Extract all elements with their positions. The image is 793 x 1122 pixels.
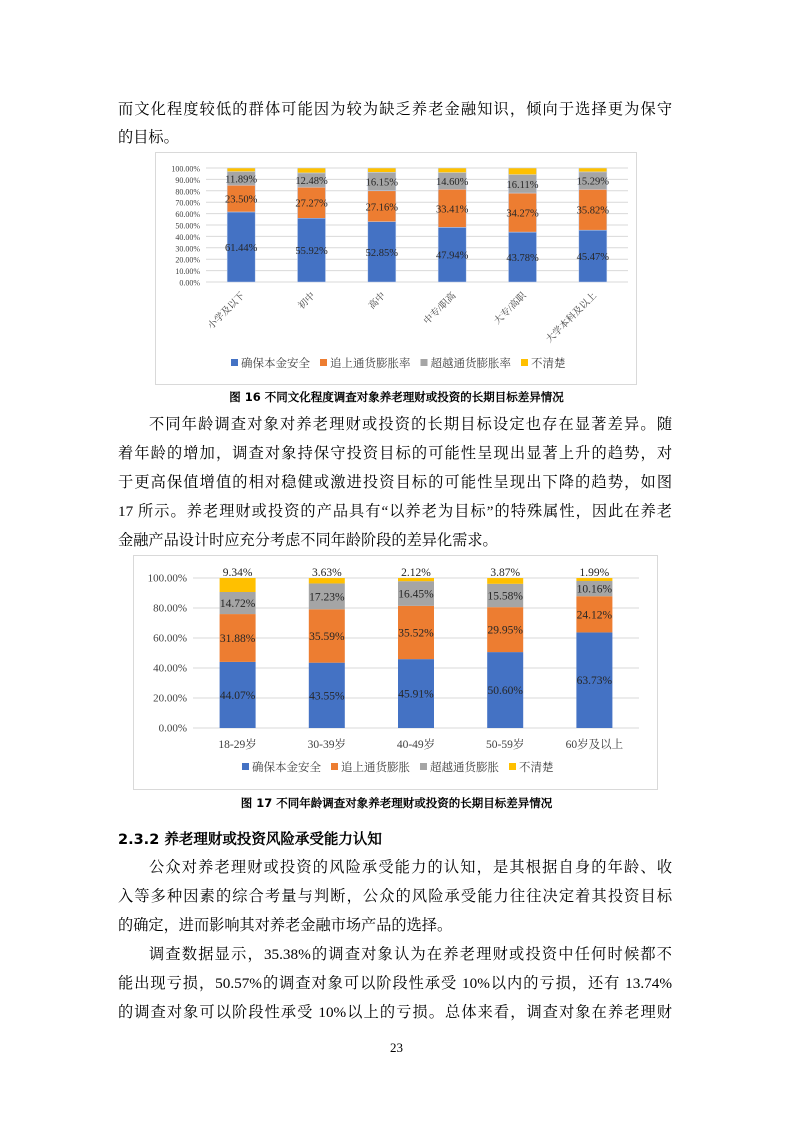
legend-swatch: [231, 359, 238, 366]
bar-segment: [579, 168, 607, 172]
data-label: 27.27%: [295, 198, 328, 210]
figure16-caption: 图 16 不同文化程度调查对象养老理财或投资的长期目标差异情况: [229, 390, 564, 404]
y-tick-label: 60.00%: [175, 210, 200, 220]
paragraph-line: 公众对养老理财或投资的风险承受能力的认知，是其根据自身的年龄、收: [149, 859, 672, 876]
legend-label: 确保本金安全: [241, 358, 310, 370]
legend-label: 超越通货膨胀率: [430, 358, 511, 370]
data-label: 43.55%: [309, 690, 345, 703]
bar-segment: [220, 578, 256, 592]
data-label: 33.41%: [435, 204, 469, 216]
bar-segment: [438, 168, 466, 173]
y-tick-label: 80.00%: [175, 187, 200, 197]
figure17-chart: [133, 555, 658, 790]
y-tick-label: 90.00%: [175, 175, 200, 185]
legend-label: 追上通货膨胀: [341, 762, 410, 774]
x-tick-label: 中专/职高: [422, 291, 459, 327]
y-tick-label: 80.00%: [153, 602, 187, 615]
x-tick-label: 大专/高职: [492, 291, 529, 327]
y-tick-label: 0.00%: [179, 278, 200, 288]
figure16-chart: [155, 152, 637, 385]
paragraph-line: 不同年龄调查对象对养老理财或投资的长期目标设定也存在显著差异。随: [149, 416, 672, 433]
data-label: 16.45%: [398, 588, 434, 601]
y-tick-label: 100.00%: [171, 164, 200, 174]
data-label: 52.85%: [365, 247, 399, 259]
y-tick-label: 20.00%: [153, 692, 187, 705]
x-tick-label: 小学及以下: [206, 291, 248, 332]
legend-swatch: [320, 359, 327, 366]
data-label: 34.27%: [506, 208, 539, 220]
x-tick-label: 高中: [367, 291, 388, 312]
x-tick-label: 大学本科及以上: [544, 291, 599, 346]
data-label: 55.92%: [295, 246, 328, 258]
paragraph-line: 的确定，进而影响其对养老金融市场产品的选择。: [118, 917, 453, 934]
legend-swatch: [242, 763, 249, 770]
data-label: 2.12%: [401, 567, 431, 579]
data-label: 23.50%: [224, 194, 258, 206]
paragraph-line: 的调查对象可以阶段性承受 10%以上的亏损。总体来看，调查对象在养老理财: [118, 1004, 672, 1021]
y-tick-label: 10.00%: [175, 267, 200, 277]
bar-segment: [368, 168, 396, 172]
y-tick-label: 40.00%: [175, 232, 200, 242]
data-label: 35.52%: [398, 627, 434, 640]
legend-swatch: [331, 763, 338, 770]
paragraph-line: 能出现亏损，50.57%的调查对象可以阶段性承受 10%以内的亏损，还有 13.74%: [118, 975, 672, 992]
data-label: 14.60%: [435, 176, 469, 188]
paragraph-line: 着年龄的增加，调查对象持保守投资目标的可能性呈现出显著上升的趋势，对: [118, 445, 672, 462]
x-tick-label: 50-59岁: [486, 739, 525, 751]
data-label: 27.16%: [365, 202, 399, 214]
bar-segment: [298, 168, 326, 173]
data-label: 45.91%: [398, 688, 434, 701]
paragraph-line: 金融产品设计时应充分考虑不同年龄阶段的差异化需求。: [118, 532, 498, 549]
data-label: 17.23%: [309, 591, 345, 604]
data-label: 3.87%: [490, 567, 521, 579]
intro-line: 而文化程度较低的群体可能因为较为缺乏养老金融知识，倾向于选择更为保守: [118, 101, 672, 118]
legend-label: 超越通货膨胀: [430, 762, 499, 774]
y-tick-label: 60.00%: [153, 632, 187, 645]
y-tick-label: 50.00%: [175, 221, 200, 231]
data-label: 24.12%: [576, 609, 613, 622]
data-label: 10.16%: [576, 583, 613, 596]
bar-segment: [227, 168, 255, 172]
legend-label: 不清楚: [531, 358, 566, 370]
legend-label: 不清楚: [519, 762, 554, 774]
data-label: 16.11%: [506, 179, 539, 191]
figure16-svg: [156, 153, 636, 384]
x-tick-label: 40-49岁: [396, 739, 436, 751]
y-tick-label: 0.00%: [158, 722, 187, 735]
data-label: 35.82%: [576, 205, 610, 217]
paragraph-line: 入等多种因素的综合考量与判断，公众的风险承受能力往往决定着其投资目标: [118, 888, 672, 905]
data-label: 11.89%: [225, 174, 258, 186]
intro-line: 的目标。: [118, 129, 179, 146]
legend-swatch: [421, 359, 428, 366]
y-tick-label: 70.00%: [175, 198, 200, 208]
figure17-caption: 图 17 不同年龄调查对象养老理财或投资的长期目标差异情况: [240, 796, 553, 810]
legend-swatch: [420, 763, 427, 770]
y-tick-label: 100.00%: [147, 572, 187, 585]
data-label: 12.48%: [295, 176, 328, 188]
data-label: 63.73%: [576, 675, 613, 688]
data-label: 16.15%: [365, 177, 399, 189]
paragraph-line: 于更高保值增值的相对稳健或激进投资目标的可能性呈现出下降的趋势，如图: [118, 474, 672, 491]
bar-segment: [509, 168, 537, 175]
data-label: 50.60%: [487, 685, 523, 698]
data-label: 47.94%: [435, 250, 469, 262]
x-tick-label: 30-39岁: [307, 739, 346, 751]
y-tick-label: 40.00%: [153, 662, 187, 675]
x-tick-label: 初中: [297, 291, 318, 312]
legend-label: 确保本金安全: [252, 762, 321, 774]
data-label: 35.59%: [309, 630, 345, 643]
page-number: 23: [390, 1040, 403, 1055]
data-label: 31.88%: [219, 632, 256, 645]
data-label: 45.47%: [576, 252, 610, 264]
legend-label: 追上通货膨胀率: [330, 358, 411, 370]
data-label: 1.99%: [579, 567, 610, 579]
data-label: 15.58%: [487, 590, 523, 603]
data-label: 15.29%: [576, 176, 610, 188]
figure17-svg: [134, 556, 657, 789]
data-label: 43.78%: [506, 253, 539, 265]
legend-swatch: [521, 359, 528, 366]
x-tick-label: 18-29岁: [218, 739, 257, 751]
paragraph-line: 17 所示。养老理财或投资的产品具有“以养老为目标”的特殊属性，因此在养老: [118, 503, 672, 520]
data-label: 9.34%: [222, 566, 253, 579]
data-label: 29.95%: [487, 624, 523, 637]
data-label: 44.07%: [219, 689, 256, 702]
legend-swatch: [509, 763, 516, 770]
section-heading: 2.3.2 养老理财或投资风险承受能力认知: [118, 832, 382, 848]
y-tick-label: 20.00%: [175, 255, 200, 265]
data-label: 14.72%: [219, 598, 256, 611]
x-tick-label: 60岁及以上: [565, 739, 624, 751]
y-tick-label: 30.00%: [175, 244, 200, 254]
data-label: 61.44%: [224, 242, 258, 254]
data-label: 3.63%: [311, 567, 342, 579]
paragraph-line: 调查数据显示，35.38%的调查对象认为在养老理财或投资中任何时候都不: [149, 946, 672, 963]
